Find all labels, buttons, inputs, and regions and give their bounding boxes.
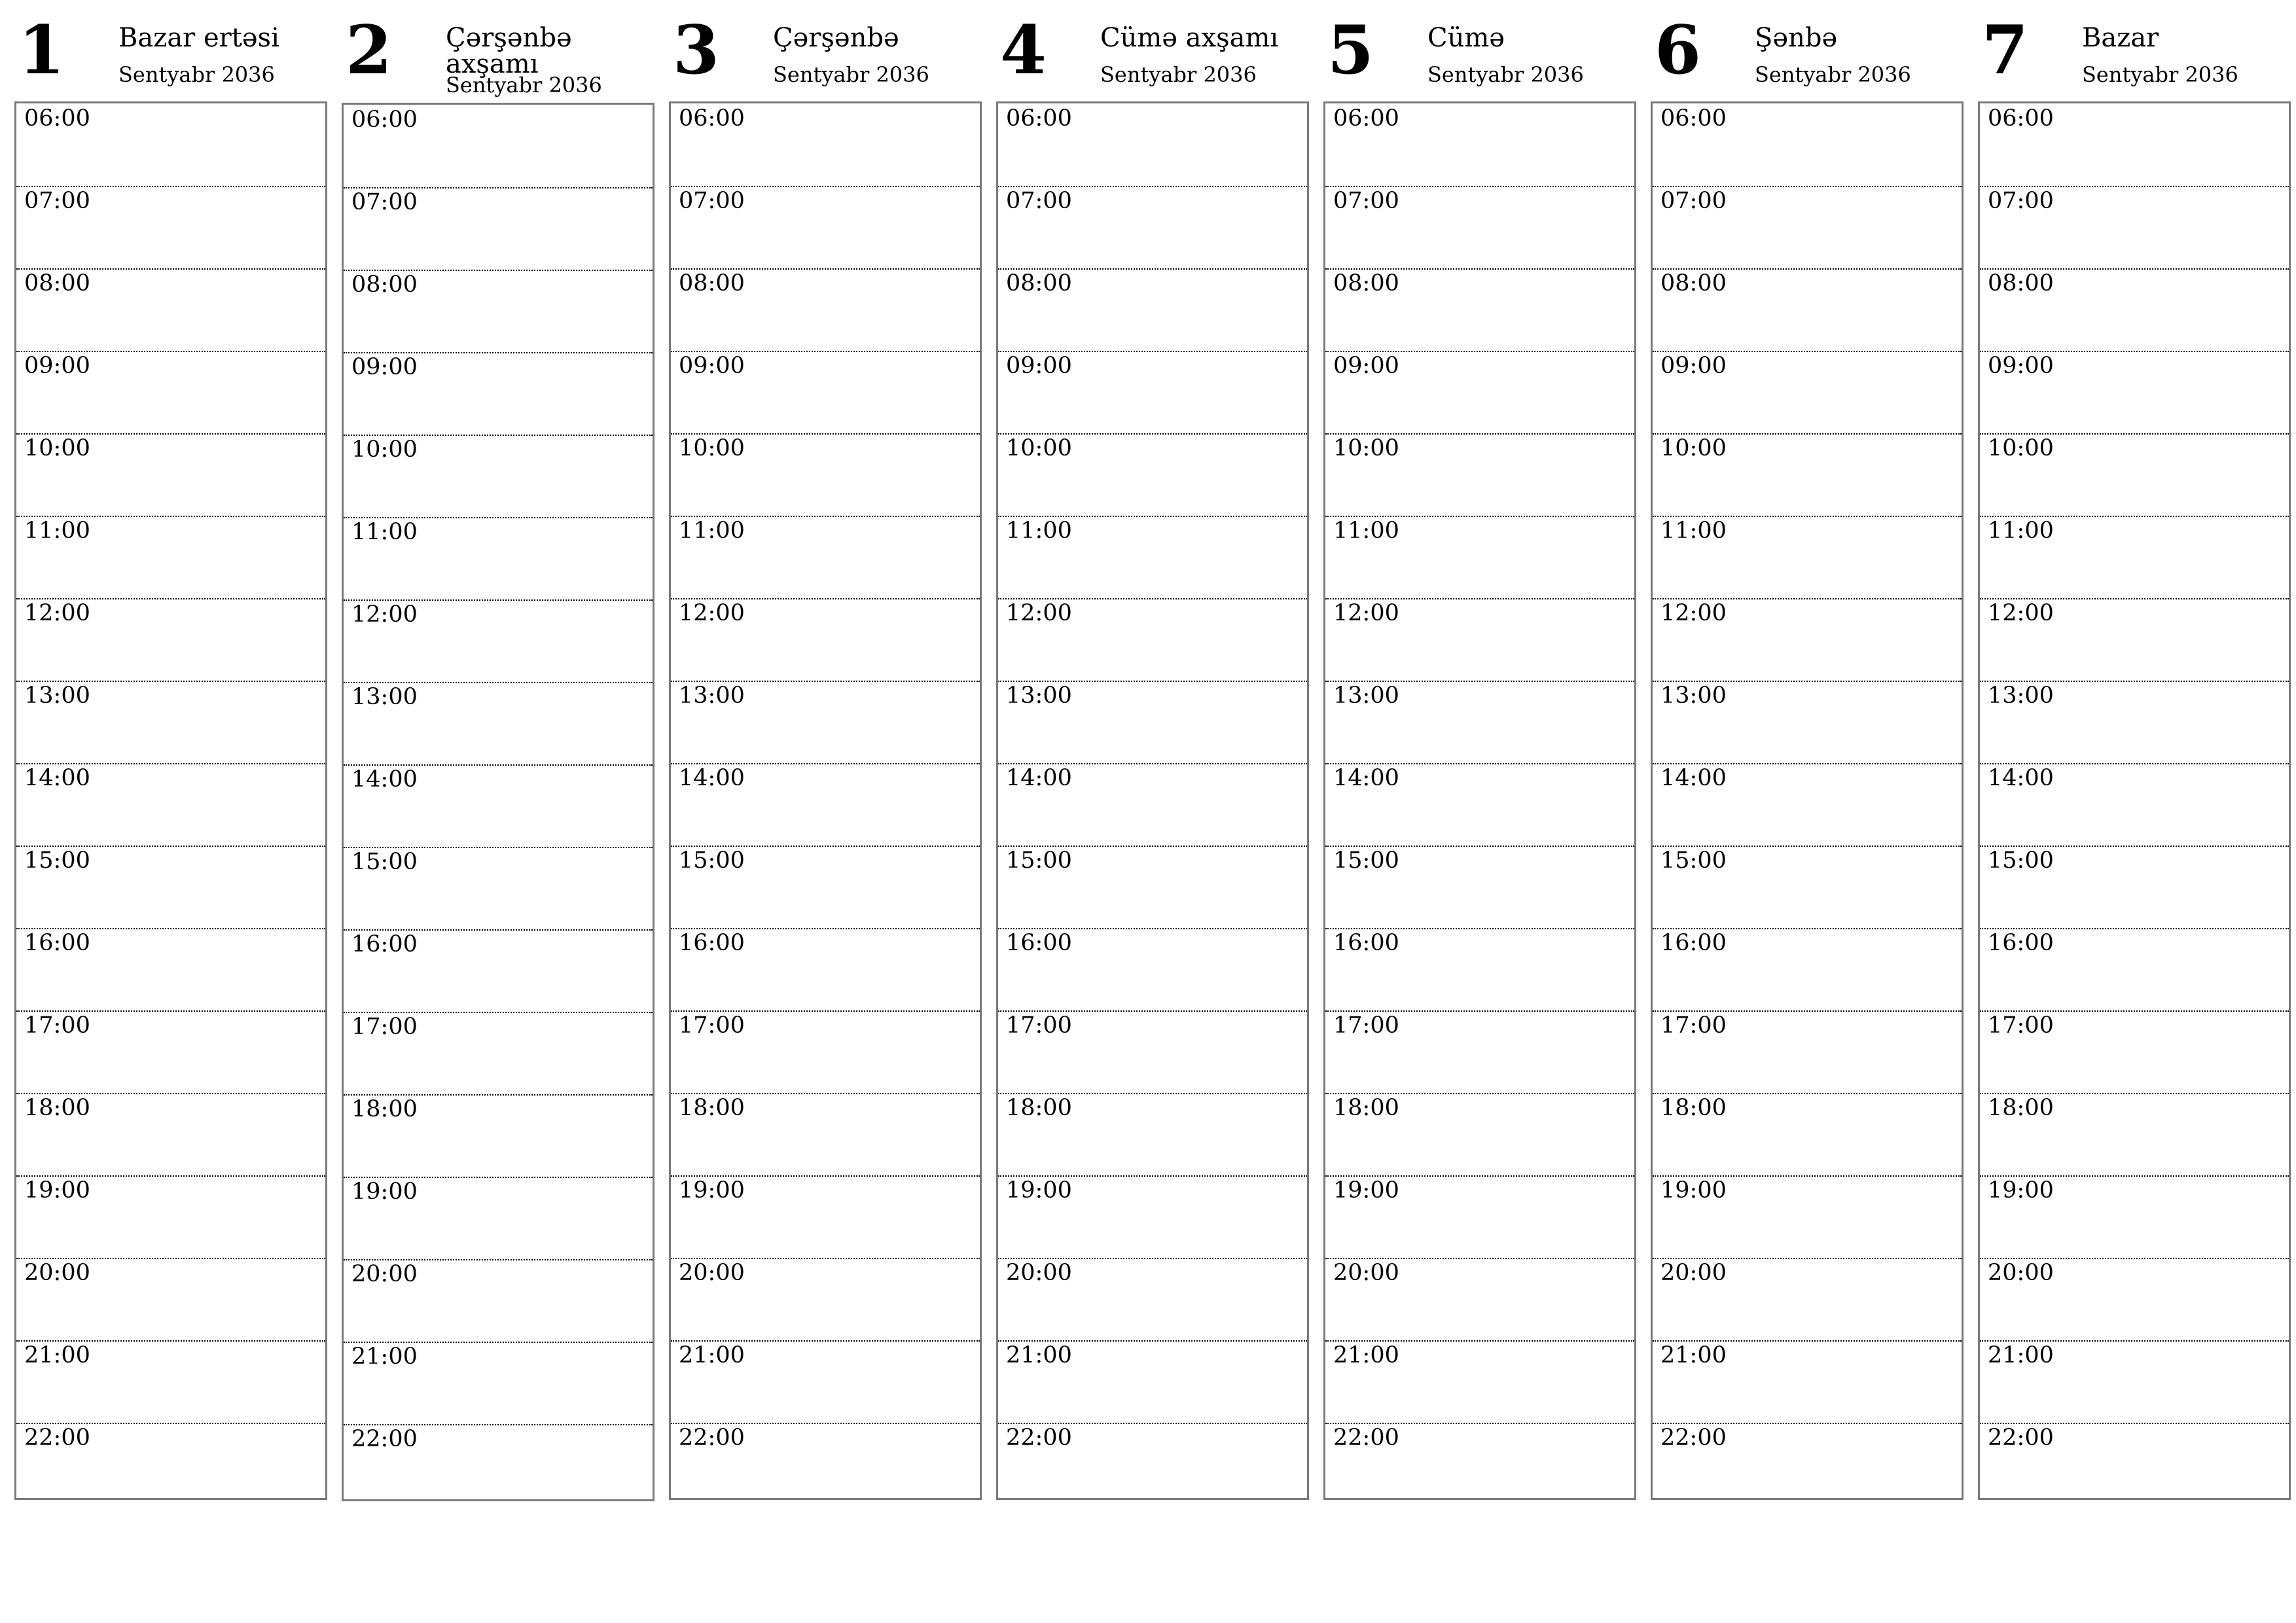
- hour-slot[interactable]: [671, 1175, 980, 1259]
- hour-label: 07:00: [1988, 188, 2054, 214]
- hour-slot[interactable]: [344, 1012, 653, 1096]
- weekday-name: Cümə: [1427, 23, 1505, 53]
- hour-label: 06:00: [1333, 105, 1399, 132]
- hour-slot[interactable]: [1980, 516, 2289, 599]
- hour-label: 10:00: [1006, 435, 1072, 461]
- hour-slot[interactable]: [1653, 763, 1962, 847]
- hour-slot[interactable]: [344, 1342, 653, 1425]
- hour-slot[interactable]: [16, 1423, 325, 1505]
- hour-label: 20:00: [1333, 1260, 1399, 1286]
- hour-label: 18:00: [1006, 1095, 1072, 1121]
- hour-label: 09:00: [351, 354, 418, 380]
- hour-slot[interactable]: [344, 1177, 653, 1260]
- hour-label: 06:00: [679, 105, 745, 132]
- hour-slot[interactable]: [1653, 1175, 1962, 1259]
- hour-label: 17:00: [1333, 1012, 1399, 1039]
- hour-slot[interactable]: [671, 516, 980, 599]
- hour-slot[interactable]: [16, 1258, 325, 1342]
- hour-label: 09:00: [1006, 353, 1072, 379]
- schedule-box: [1978, 101, 2291, 1500]
- hour-slot[interactable]: [344, 1424, 653, 1507]
- hour-label: 09:00: [24, 353, 90, 379]
- hour-slot[interactable]: [671, 1093, 980, 1177]
- hour-slot[interactable]: [344, 352, 653, 436]
- hour-slot[interactable]: [998, 928, 1307, 1012]
- hour-slot[interactable]: [1980, 103, 2289, 187]
- hour-slot[interactable]: [16, 1340, 325, 1424]
- hour-slot[interactable]: [1653, 351, 1962, 435]
- hour-label: 13:00: [1006, 683, 1072, 709]
- hour-label: 15:00: [679, 847, 745, 874]
- day-number: 7: [1982, 11, 2028, 90]
- hour-slot[interactable]: [1325, 1010, 1634, 1094]
- month-year-label: Sentyabr 2036: [118, 62, 275, 87]
- hour-label: 20:00: [1660, 1260, 1727, 1286]
- hour-label: 09:00: [1333, 353, 1399, 379]
- hour-label: 17:00: [351, 1014, 418, 1040]
- hour-slot[interactable]: [671, 681, 980, 764]
- hour-slot[interactable]: [16, 103, 325, 187]
- weekday-name: Çərşənbə axşamı: [446, 23, 572, 79]
- hour-label: 11:00: [1006, 518, 1072, 544]
- hour-label: 20:00: [24, 1260, 90, 1286]
- weekday-name: Bazar ertəsi: [118, 23, 279, 53]
- weekday-name: Bazar: [2082, 23, 2159, 53]
- hour-slot[interactable]: [1980, 1010, 2289, 1094]
- hour-slot[interactable]: [671, 598, 980, 682]
- hour-slot[interactable]: [1325, 1093, 1634, 1177]
- hour-slot[interactable]: [671, 351, 980, 435]
- hour-slot[interactable]: [998, 268, 1307, 352]
- hour-slot[interactable]: [16, 268, 325, 352]
- hour-slot[interactable]: [16, 1093, 325, 1177]
- hour-label: 10:00: [1660, 435, 1727, 461]
- hour-label: 11:00: [679, 518, 745, 544]
- hour-slot[interactable]: [1325, 516, 1634, 599]
- hour-label: 11:00: [1988, 518, 2054, 544]
- hour-slot[interactable]: [1653, 516, 1962, 599]
- hour-label: 20:00: [1988, 1260, 2054, 1286]
- hour-slot[interactable]: [1653, 1093, 1962, 1177]
- hour-label: 22:00: [351, 1426, 418, 1452]
- hour-slot[interactable]: [1980, 1258, 2289, 1342]
- hour-label: 08:00: [24, 270, 90, 296]
- hour-label: 11:00: [351, 519, 418, 545]
- hour-label: 21:00: [1006, 1342, 1072, 1368]
- month-year-label: Sentyabr 2036: [773, 62, 929, 87]
- hour-slot[interactable]: [16, 763, 325, 847]
- hour-label: 11:00: [1660, 518, 1727, 544]
- hour-label: 13:00: [1988, 683, 2054, 709]
- hour-label: 20:00: [351, 1261, 418, 1287]
- hour-slot[interactable]: [998, 1258, 1307, 1342]
- hour-label: 21:00: [1988, 1342, 2054, 1368]
- hour-slot[interactable]: [344, 270, 653, 353]
- hour-label: 14:00: [1660, 765, 1727, 791]
- hour-slot[interactable]: [1325, 268, 1634, 352]
- hour-label: 13:00: [1333, 683, 1399, 709]
- hour-slot[interactable]: [1653, 268, 1962, 352]
- hour-label: 09:00: [679, 353, 745, 379]
- hour-slot[interactable]: [998, 598, 1307, 682]
- hour-label: 22:00: [1988, 1425, 2054, 1451]
- day-number: 4: [1000, 11, 1047, 90]
- hour-slot[interactable]: [1325, 103, 1634, 187]
- hour-slot[interactable]: [1653, 928, 1962, 1012]
- hour-label: 10:00: [24, 435, 90, 461]
- hour-label: 06:00: [351, 107, 418, 133]
- hour-slot[interactable]: [998, 681, 1307, 764]
- hour-slot[interactable]: [1980, 1423, 2289, 1505]
- day-number: 3: [673, 11, 719, 90]
- hour-label: 15:00: [1333, 847, 1399, 874]
- hour-slot[interactable]: [1653, 681, 1962, 764]
- hour-label: 19:00: [1333, 1177, 1399, 1204]
- hour-slot[interactable]: [1325, 1423, 1634, 1505]
- hour-slot[interactable]: [1653, 598, 1962, 682]
- hour-slot[interactable]: [16, 1175, 325, 1259]
- hour-slot[interactable]: [671, 103, 980, 187]
- hour-label: 15:00: [1660, 847, 1727, 874]
- hour-slot[interactable]: [344, 929, 653, 1013]
- hour-label: 21:00: [1333, 1342, 1399, 1368]
- hour-label: 11:00: [1333, 518, 1399, 544]
- hour-label: 08:00: [351, 272, 418, 298]
- hour-slot[interactable]: [1653, 846, 1962, 929]
- hour-slot[interactable]: [16, 928, 325, 1012]
- hour-label: 08:00: [679, 270, 745, 296]
- hour-slot[interactable]: [344, 1094, 653, 1178]
- hour-slot[interactable]: [1325, 433, 1634, 517]
- hour-slot[interactable]: [1325, 351, 1634, 435]
- hour-slot[interactable]: [998, 1010, 1307, 1094]
- hour-slot[interactable]: [16, 351, 325, 435]
- hour-slot[interactable]: [16, 186, 325, 270]
- hour-label: 16:00: [351, 931, 418, 957]
- day-number: 5: [1327, 11, 1374, 90]
- schedule-box: [996, 101, 1309, 1500]
- weekday-name: Şənbə: [1755, 23, 1838, 53]
- hour-label: 09:00: [1988, 353, 2054, 379]
- hour-label: 06:00: [1988, 105, 2054, 132]
- hour-label: 18:00: [24, 1095, 90, 1121]
- hour-slot[interactable]: [344, 187, 653, 271]
- hour-label: 06:00: [1660, 105, 1727, 132]
- hour-label: 13:00: [1660, 683, 1727, 709]
- hour-slot[interactable]: [998, 1340, 1307, 1424]
- hour-label: 14:00: [1988, 765, 2054, 791]
- hour-slot[interactable]: [344, 847, 653, 931]
- hour-slot[interactable]: [671, 846, 980, 929]
- weekday-name: Cümə axşamı: [1100, 23, 1279, 53]
- hour-label: 15:00: [351, 849, 418, 875]
- hour-slot[interactable]: [1653, 433, 1962, 517]
- hour-label: 07:00: [24, 188, 90, 214]
- hour-label: 19:00: [1660, 1177, 1727, 1204]
- hour-slot[interactable]: [1980, 763, 2289, 847]
- hour-label: 16:00: [1988, 930, 2054, 956]
- hour-label: 07:00: [679, 188, 745, 214]
- hour-label: 16:00: [1333, 930, 1399, 956]
- hour-label: 07:00: [1333, 188, 1399, 214]
- hour-slot[interactable]: [671, 763, 980, 847]
- hour-label: 15:00: [1988, 847, 2054, 874]
- hour-slot[interactable]: [1980, 928, 2289, 1012]
- hour-slot[interactable]: [16, 846, 325, 929]
- hour-label: 10:00: [351, 437, 418, 463]
- hour-label: 20:00: [679, 1260, 745, 1286]
- hour-slot[interactable]: [671, 1423, 980, 1505]
- schedule-box: [14, 101, 327, 1500]
- hour-label: 07:00: [1660, 188, 1727, 214]
- hour-slot[interactable]: [671, 1340, 980, 1424]
- hour-slot[interactable]: [1980, 351, 2289, 435]
- month-year-label: Sentyabr 2036: [1755, 62, 1911, 87]
- hour-label: 17:00: [1006, 1012, 1072, 1039]
- month-year-label: Sentyabr 2036: [446, 73, 602, 98]
- hour-slot[interactable]: [998, 1175, 1307, 1259]
- hour-label: 16:00: [1006, 930, 1072, 956]
- schedule-box: [1651, 101, 1964, 1500]
- hour-label: 12:00: [1988, 600, 2054, 626]
- hour-label: 14:00: [24, 765, 90, 791]
- hour-slot[interactable]: [1325, 1175, 1634, 1259]
- hour-label: 16:00: [24, 930, 90, 956]
- hour-label: 08:00: [1006, 270, 1072, 296]
- hour-label: 14:00: [351, 766, 418, 793]
- hour-label: 22:00: [1660, 1425, 1727, 1451]
- hour-label: 10:00: [1333, 435, 1399, 461]
- hour-slot[interactable]: [671, 1258, 980, 1342]
- hour-slot[interactable]: [1980, 268, 2289, 352]
- hour-label: 08:00: [1988, 270, 2054, 296]
- hour-label: 12:00: [679, 600, 745, 626]
- hour-label: 09:00: [1660, 353, 1727, 379]
- hour-slot[interactable]: [1980, 846, 2289, 929]
- hour-slot[interactable]: [344, 435, 653, 518]
- hour-slot[interactable]: [998, 186, 1307, 270]
- hour-label: 12:00: [24, 600, 90, 626]
- month-year-label: Sentyabr 2036: [2082, 62, 2238, 87]
- hour-slot[interactable]: [998, 1423, 1307, 1505]
- hour-label: 22:00: [24, 1425, 90, 1451]
- hour-slot[interactable]: [671, 433, 980, 517]
- hour-label: 08:00: [1660, 270, 1727, 296]
- hour-slot[interactable]: [1980, 681, 2289, 764]
- hour-slot[interactable]: [1325, 681, 1634, 764]
- hour-label: 21:00: [679, 1342, 745, 1368]
- month-year-label: Sentyabr 2036: [1100, 62, 1257, 87]
- hour-label: 14:00: [679, 765, 745, 791]
- hour-label: 12:00: [1006, 600, 1072, 626]
- hour-slot[interactable]: [1980, 598, 2289, 682]
- hour-label: 19:00: [1988, 1177, 2054, 1204]
- hour-slot[interactable]: [1325, 1258, 1634, 1342]
- hour-label: 12:00: [1333, 600, 1399, 626]
- hour-slot[interactable]: [1653, 103, 1962, 187]
- day-number: 2: [346, 11, 392, 90]
- hour-slot[interactable]: [998, 351, 1307, 435]
- hour-label: 17:00: [24, 1012, 90, 1039]
- hour-slot[interactable]: [344, 764, 653, 848]
- hour-label: 22:00: [1333, 1425, 1399, 1451]
- hour-slot[interactable]: [998, 516, 1307, 599]
- hour-slot[interactable]: [998, 433, 1307, 517]
- hour-label: 16:00: [679, 930, 745, 956]
- hour-label: 18:00: [351, 1096, 418, 1122]
- hour-label: 06:00: [24, 105, 90, 132]
- hour-slot[interactable]: [1980, 1175, 2289, 1259]
- hour-label: 19:00: [1006, 1177, 1072, 1204]
- hour-slot[interactable]: [671, 186, 980, 270]
- hour-slot[interactable]: [344, 682, 653, 766]
- hour-slot[interactable]: [998, 103, 1307, 187]
- hour-label: 07:00: [1006, 188, 1072, 214]
- hour-slot[interactable]: [1653, 1010, 1962, 1094]
- hour-label: 21:00: [24, 1342, 90, 1368]
- hour-label: 10:00: [1988, 435, 2054, 461]
- hour-slot[interactable]: [998, 846, 1307, 929]
- hour-slot[interactable]: [1325, 928, 1634, 1012]
- hour-slot[interactable]: [1325, 186, 1634, 270]
- hour-label: 16:00: [1660, 930, 1727, 956]
- month-year-label: Sentyabr 2036: [1427, 62, 1584, 87]
- weekday-name: Çərşənbə: [773, 23, 899, 53]
- hour-label: 19:00: [351, 1179, 418, 1205]
- hour-slot[interactable]: [1980, 433, 2289, 517]
- hour-label: 21:00: [351, 1344, 418, 1370]
- hour-label: 08:00: [1333, 270, 1399, 296]
- hour-slot[interactable]: [16, 516, 325, 599]
- hour-slot[interactable]: [1653, 1340, 1962, 1424]
- hour-label: 17:00: [1660, 1012, 1727, 1039]
- hour-label: 11:00: [24, 518, 90, 544]
- hour-label: 22:00: [679, 1425, 745, 1451]
- hour-label: 14:00: [1006, 765, 1072, 791]
- day-number: 1: [18, 11, 65, 90]
- hour-label: 13:00: [24, 683, 90, 709]
- hour-slot[interactable]: [998, 763, 1307, 847]
- hour-slot[interactable]: [1325, 598, 1634, 682]
- hour-label: 14:00: [1333, 765, 1399, 791]
- hour-slot[interactable]: [1653, 186, 1962, 270]
- hour-label: 18:00: [1660, 1095, 1727, 1121]
- hour-label: 18:00: [1988, 1095, 2054, 1121]
- hour-slot[interactable]: [1325, 1340, 1634, 1424]
- hour-slot[interactable]: [344, 517, 653, 601]
- hour-slot[interactable]: [344, 105, 653, 188]
- hour-label: 17:00: [1988, 1012, 2054, 1039]
- hour-slot[interactable]: [16, 433, 325, 517]
- hour-label: 07:00: [351, 189, 418, 215]
- hour-label: 20:00: [1006, 1260, 1072, 1286]
- hour-label: 12:00: [351, 601, 418, 628]
- hour-slot[interactable]: [1325, 763, 1634, 847]
- hour-slot[interactable]: [1980, 1093, 2289, 1177]
- hour-slot[interactable]: [1980, 186, 2289, 270]
- hour-slot[interactable]: [16, 681, 325, 764]
- hour-label: 12:00: [1660, 600, 1727, 626]
- hour-label: 19:00: [24, 1177, 90, 1204]
- hour-slot[interactable]: [344, 599, 653, 683]
- hour-label: 13:00: [679, 683, 745, 709]
- hour-slot[interactable]: [1325, 846, 1634, 929]
- hour-slot[interactable]: [1653, 1423, 1962, 1505]
- hour-label: 22:00: [1006, 1425, 1072, 1451]
- hour-slot[interactable]: [1980, 1340, 2289, 1424]
- hour-label: 15:00: [1006, 847, 1072, 874]
- hour-label: 18:00: [1333, 1095, 1399, 1121]
- hour-slot[interactable]: [671, 1010, 980, 1094]
- hour-label: 13:00: [351, 684, 418, 710]
- day-number: 6: [1655, 11, 1701, 90]
- schedule-box: [669, 101, 982, 1500]
- hour-label: 06:00: [1006, 105, 1072, 132]
- hour-slot[interactable]: [344, 1259, 653, 1343]
- hour-slot[interactable]: [16, 1010, 325, 1094]
- hour-label: 10:00: [679, 435, 745, 461]
- hour-label: 19:00: [679, 1177, 745, 1204]
- hour-label: 15:00: [24, 847, 90, 874]
- hour-label: 21:00: [1660, 1342, 1727, 1368]
- hour-label: 18:00: [679, 1095, 745, 1121]
- hour-slot[interactable]: [671, 928, 980, 1012]
- hour-slot[interactable]: [1653, 1258, 1962, 1342]
- schedule-box: [342, 103, 655, 1501]
- hour-label: 17:00: [679, 1012, 745, 1039]
- hour-slot[interactable]: [998, 1093, 1307, 1177]
- hour-slot[interactable]: [671, 268, 980, 352]
- schedule-box: [1323, 101, 1636, 1500]
- hour-slot[interactable]: [16, 598, 325, 682]
